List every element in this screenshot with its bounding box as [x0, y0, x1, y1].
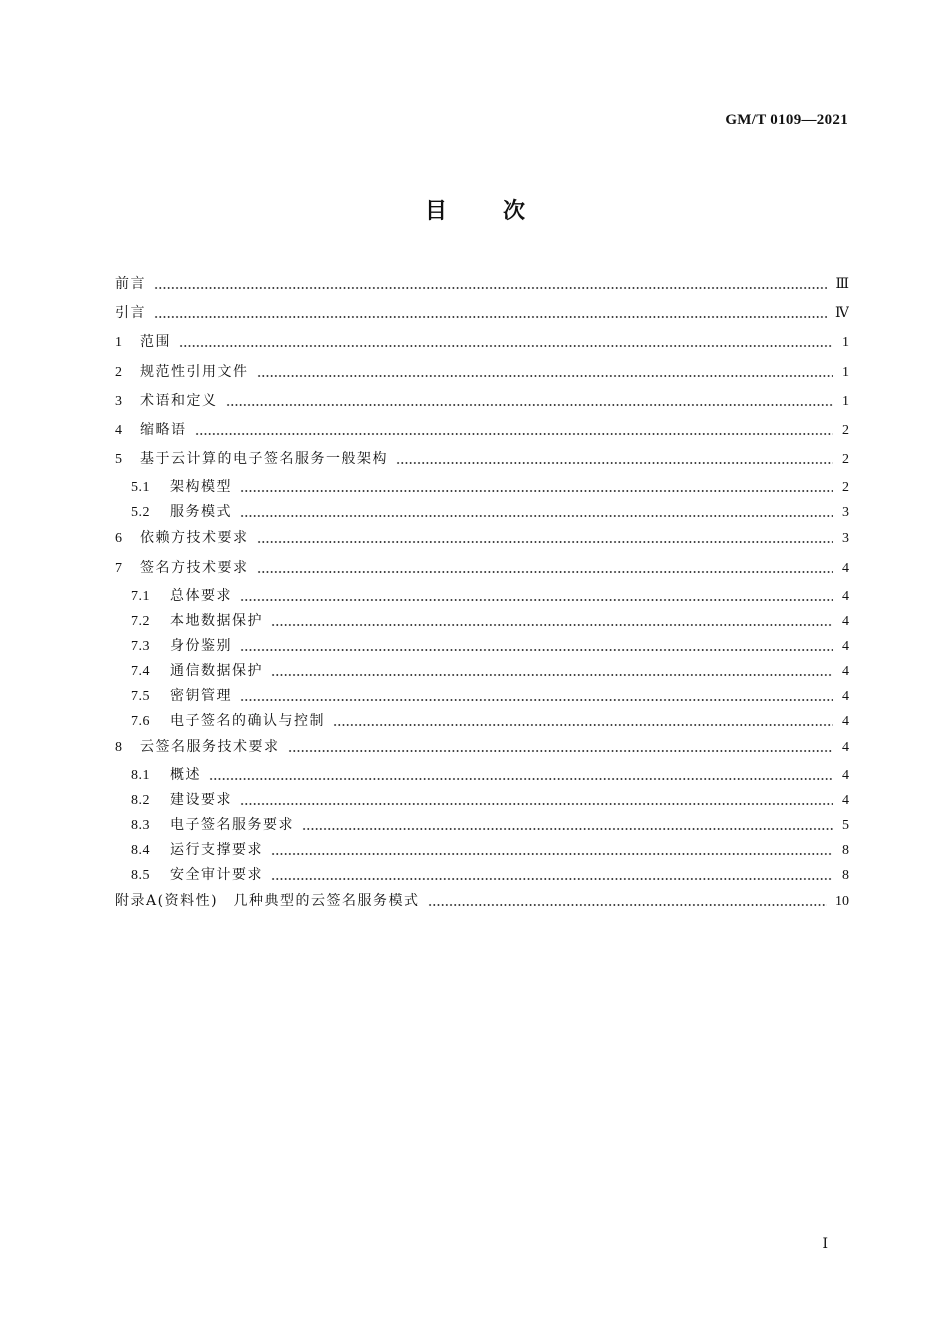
toc-entry-label: 架构模型	[170, 479, 232, 496]
dot-leader	[179, 334, 833, 348]
toc-entry-page: 1	[842, 364, 849, 380]
dot-leader	[195, 422, 834, 436]
dot-leader	[240, 504, 833, 518]
toc-entry-number: 3	[115, 393, 123, 409]
toc-entry-page: Ⅳ	[835, 306, 849, 322]
toc-entry-page: 8	[842, 867, 849, 883]
toc-entry-number: 8	[115, 739, 123, 755]
toc-entry-label: 概述	[170, 766, 201, 783]
dot-leader	[333, 713, 833, 727]
dot-leader	[257, 364, 834, 378]
toc-entry[interactable]	[115, 585, 849, 610]
toc-entry-page: 2	[842, 452, 849, 468]
toc-entry-number: 7.3	[131, 638, 150, 654]
toc-entry-number: 2	[115, 364, 123, 380]
toc-entry-label: 云签名服务技术要求	[140, 738, 280, 755]
toc-entry-number: 8.5	[131, 867, 150, 883]
toc-entry-page: 1	[842, 335, 849, 351]
toc-entry[interactable]	[115, 610, 849, 635]
toc-entry-label: 总体要求	[170, 587, 232, 604]
toc-entry[interactable]	[115, 556, 849, 585]
toc-entry-page: 4	[842, 713, 849, 729]
toc-entry[interactable]	[115, 814, 849, 839]
dot-leader	[271, 867, 833, 881]
page-number: Ⅰ	[822, 1237, 828, 1252]
dot-leader	[257, 530, 834, 544]
toc-entry-label: 基于云计算的电子签名服务一般架构	[140, 451, 388, 468]
dot-leader	[226, 393, 834, 407]
toc-entry[interactable]	[115, 660, 849, 685]
toc-entry-number: 4	[115, 422, 123, 438]
toc-entry-page: 4	[842, 638, 849, 654]
toc-entry-page: 4	[842, 560, 849, 576]
toc-entry-label: 引言	[115, 305, 146, 322]
dot-leader	[302, 817, 833, 831]
toc-entry-page: 4	[842, 663, 849, 679]
toc-entry-number: 8.2	[131, 792, 150, 808]
toc-entry-page: 10	[835, 893, 849, 909]
toc-entry-page: 1	[842, 393, 849, 409]
toc-entry-label: 安全审计要求	[170, 866, 263, 883]
toc-entry-label: 服务模式	[170, 504, 232, 521]
toc-entry-label: 规范性引用文件	[140, 363, 249, 380]
dot-leader	[154, 276, 827, 290]
standard-code: GM/T 0109—2021	[725, 112, 848, 128]
toc-entry[interactable]	[115, 447, 849, 476]
toc-entry-number: 7.1	[131, 588, 150, 604]
dot-leader	[257, 560, 834, 574]
dot-leader	[209, 767, 833, 781]
toc-entry-number: 5.1	[131, 480, 150, 496]
toc-entry-label: 依赖方技术要求	[140, 530, 249, 547]
toc-entry-page: 5	[842, 817, 849, 833]
toc-entry-number: 7.4	[131, 663, 150, 679]
toc-entry[interactable]	[115, 301, 849, 330]
toc-entry-label: 术语和定义	[140, 392, 218, 409]
toc-entry[interactable]	[115, 735, 849, 764]
toc-entry[interactable]	[115, 635, 849, 660]
toc-entry-number: 7.5	[131, 688, 150, 704]
toc-entry-page: 4	[842, 767, 849, 783]
toc-entry-page: 3	[842, 505, 849, 521]
toc-entry[interactable]	[115, 889, 849, 918]
toc-entry-number: 7.6	[131, 713, 150, 729]
dot-leader	[240, 638, 833, 652]
toc-entry-number: 8.1	[131, 767, 150, 783]
toc-entry-page: 4	[842, 739, 849, 755]
toc-entry-label: 通信数据保护	[170, 662, 263, 679]
toc-entry-number: 8.4	[131, 842, 150, 858]
toc-entry-label: 运行支撑要求	[170, 841, 263, 858]
dot-leader	[240, 479, 833, 493]
toc-entry[interactable]	[115, 360, 849, 389]
toc-entry-number: 7	[115, 560, 123, 576]
toc-entry[interactable]	[115, 330, 849, 359]
page-title: 目次	[424, 199, 581, 224]
dot-leader	[154, 305, 827, 319]
dot-leader	[288, 739, 834, 753]
toc-entry-label: 建设要求	[170, 791, 232, 808]
toc-entry[interactable]	[115, 526, 849, 555]
dot-leader	[396, 451, 833, 465]
toc-entry-page: 4	[842, 588, 849, 604]
dot-leader	[240, 588, 833, 602]
toc-entry[interactable]	[115, 764, 849, 789]
dot-leader	[271, 663, 833, 677]
toc-entry-label: 电子签名的确认与控制	[170, 712, 325, 729]
toc-entry[interactable]	[115, 501, 849, 526]
toc-entry-number: 5.2	[131, 505, 150, 521]
toc-entry-label: 身份鉴别	[170, 637, 232, 654]
toc-entry[interactable]	[115, 685, 849, 710]
toc-entry-page: 4	[842, 792, 849, 808]
toc-entry-label: 电子签名服务要求	[170, 816, 294, 833]
toc-entry[interactable]	[115, 710, 849, 735]
toc-entry-label: 附录A(资料性) 几种典型的云签名服务模式	[115, 892, 420, 909]
toc-entry-label: 本地数据保护	[170, 612, 263, 629]
toc-entry-page: 2	[842, 480, 849, 496]
toc-entry[interactable]	[115, 418, 849, 447]
toc-entry-number: 8.3	[131, 817, 150, 833]
toc-entry-label: 签名方技术要求	[140, 559, 249, 576]
toc-entry[interactable]	[115, 476, 849, 501]
dot-leader	[428, 893, 827, 907]
table-of-contents	[115, 272, 849, 918]
dot-leader	[271, 613, 833, 627]
toc-entry[interactable]	[115, 864, 849, 889]
toc-entry-page: Ⅲ	[835, 277, 849, 292]
toc-entry-label: 密钥管理	[170, 687, 232, 704]
toc-entry-number: 1	[115, 335, 123, 351]
toc-entry-label: 范围	[140, 334, 171, 351]
toc-entry-page: 3	[842, 531, 849, 547]
toc-entry[interactable]	[115, 389, 849, 418]
dot-leader	[271, 842, 833, 856]
toc-entry-number: 5	[115, 452, 123, 468]
toc-entry-number: 6	[115, 531, 123, 547]
toc-entry-label: 缩略语	[140, 421, 187, 438]
toc-entry[interactable]	[115, 789, 849, 814]
dot-leader	[240, 792, 833, 806]
toc-entry-page: 8	[842, 842, 849, 858]
dot-leader	[240, 688, 833, 702]
toc-entry-page: 4	[842, 688, 849, 704]
toc-entry[interactable]	[115, 272, 849, 301]
toc-entry-label: 前言	[115, 276, 146, 292]
toc-entry-number: 7.2	[131, 613, 150, 629]
toc-entry[interactable]	[115, 839, 849, 864]
toc-entry-page: 2	[842, 422, 849, 438]
toc-entry-page: 4	[842, 613, 849, 629]
